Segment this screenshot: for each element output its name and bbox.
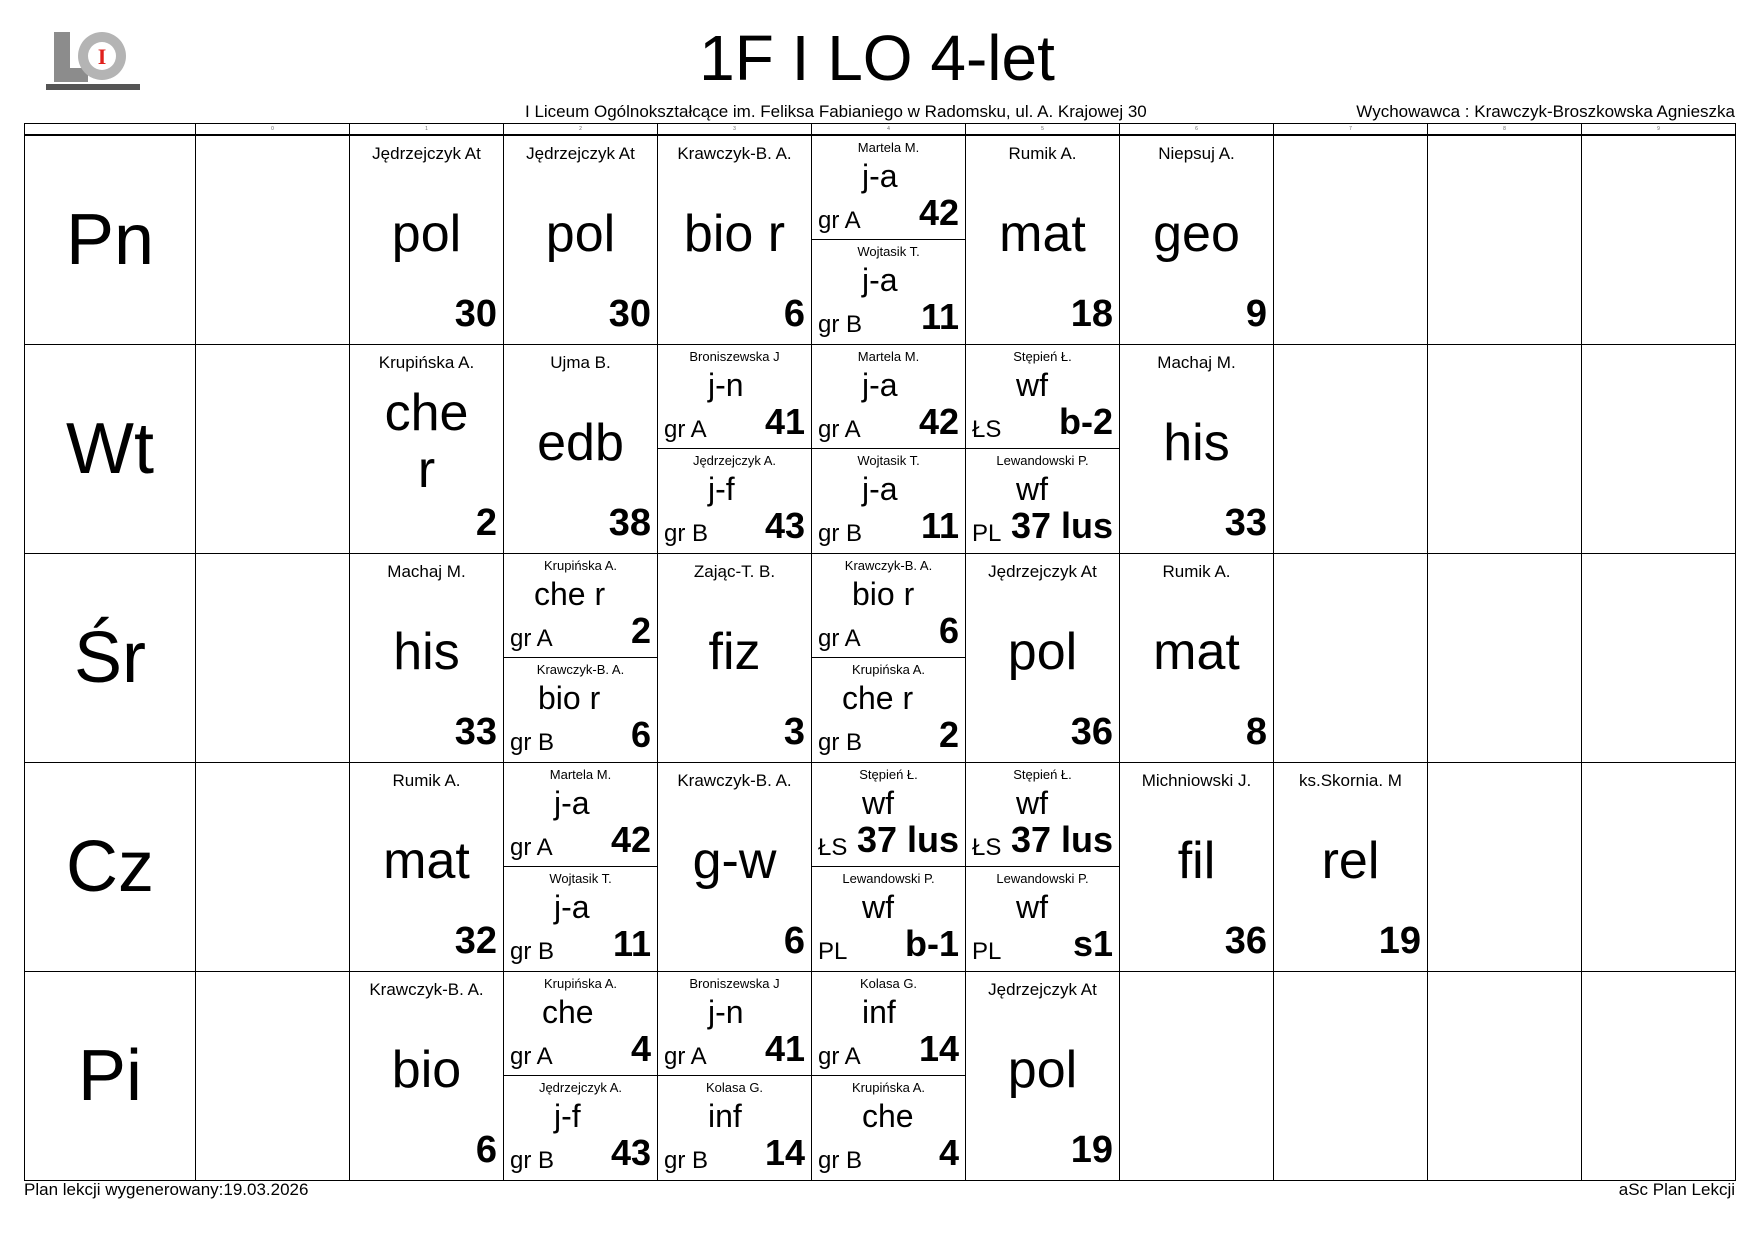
lesson-room: 32 — [454, 920, 497, 962]
lesson-slot-empty — [1582, 554, 1736, 763]
logo-letter: I — [97, 44, 107, 69]
lesson-room: 18 — [1070, 293, 1113, 335]
lesson-room: 9 — [1245, 293, 1267, 335]
group-lesson[interactable] — [504, 867, 657, 970]
group-lesson[interactable] — [504, 554, 657, 658]
group-lesson[interactable] — [812, 867, 965, 970]
lesson-teacher: Martela M. — [857, 349, 920, 364]
lesson-slot-split[interactable] — [812, 972, 966, 1181]
lesson-group: gr B — [818, 1147, 863, 1174]
lesson-room: 41 — [764, 401, 805, 442]
lesson-teacher: Stępień Ł. — [1013, 767, 1072, 782]
group-lesson[interactable] — [504, 972, 657, 1076]
lesson-teacher: ks.Skornia. M — [1299, 771, 1402, 790]
lesson-slot-empty — [1428, 345, 1582, 554]
group-lesson[interactable] — [812, 136, 965, 240]
lesson-teacher: Jędrzejczyk At — [988, 562, 1097, 581]
lesson-group: gr B — [664, 520, 709, 547]
lesson-slot-empty — [1428, 554, 1582, 763]
lesson-slot-split[interactable] — [812, 554, 966, 763]
lesson-teacher: Jędrzejczyk A. — [692, 453, 777, 468]
lesson-teacher: Wojtasik T. — [857, 244, 920, 259]
lesson-slot-empty — [1428, 763, 1582, 972]
software-credit: aSc Plan Lekcji — [1618, 1180, 1735, 1199]
group-lesson[interactable] — [658, 345, 811, 449]
group-lesson[interactable] — [812, 554, 965, 658]
day-label: Wt — [25, 345, 196, 554]
lesson-teacher: Krupińska A. — [544, 558, 617, 573]
lesson-subject: wf — [862, 889, 894, 925]
lesson-room: 4 — [938, 1132, 959, 1173]
lesson-room: 42 — [918, 401, 959, 442]
period-header: 2 — [504, 124, 658, 136]
lesson-subject: geo — [1153, 205, 1240, 263]
lesson-slot-split[interactable] — [812, 345, 966, 554]
lesson-teacher: Kolasa G. — [705, 1080, 764, 1095]
lesson-slot-empty — [1582, 135, 1736, 345]
lesson-room: 6 — [475, 1129, 497, 1171]
lesson-group: gr B — [664, 1147, 709, 1174]
lesson-subject: che r — [842, 680, 914, 716]
lesson-slot[interactable] — [350, 345, 504, 554]
lesson-subject: wf — [862, 785, 894, 821]
lesson-room: 4 — [630, 1028, 651, 1069]
lesson-subject: che — [542, 994, 594, 1030]
lesson-slot[interactable] — [350, 972, 504, 1181]
lesson-slot[interactable] — [1120, 763, 1274, 972]
lesson-teacher: Broniszewska J — [689, 976, 780, 991]
lesson-slot-empty — [1274, 554, 1428, 763]
lesson-room: 37 lus — [856, 819, 959, 860]
lesson-teacher: Ujma B. — [550, 353, 611, 372]
lesson-slot[interactable] — [504, 345, 658, 554]
lesson-teacher: Zając-T. B. — [693, 562, 776, 581]
lesson-subject: bio — [391, 1041, 462, 1099]
lesson-room: 36 — [1070, 711, 1113, 753]
lesson-teacher: Lewandowski P. — [996, 453, 1089, 468]
lesson-group: gr A — [664, 1043, 707, 1070]
lesson-room: 6 — [783, 293, 805, 335]
group-lesson[interactable] — [812, 972, 965, 1076]
lesson-teacher: Rumik A. — [1162, 562, 1231, 581]
lesson-group: gr A — [510, 834, 553, 861]
lesson-room: 8 — [1245, 711, 1267, 753]
lesson-teacher: Jędrzejczyk At — [372, 144, 481, 163]
lesson-slot[interactable] — [966, 972, 1120, 1181]
lesson-room: 19 — [1378, 920, 1421, 962]
period-header-row — [25, 124, 1736, 136]
lesson-slot[interactable] — [350, 135, 504, 345]
period-header: 1 — [350, 124, 504, 136]
group-lesson[interactable] — [966, 867, 1119, 970]
lesson-slot[interactable] — [966, 554, 1120, 763]
group-lesson[interactable] — [504, 763, 657, 867]
lesson-slot-split[interactable] — [812, 135, 966, 345]
day-label: Śr — [25, 554, 196, 763]
lesson-room: 6 — [783, 920, 805, 962]
lesson-teacher: Krawczyk-B. A. — [677, 144, 792, 163]
lesson-slot-empty — [1274, 345, 1428, 554]
group-lesson[interactable] — [812, 658, 965, 761]
lesson-teacher: Kolasa G. — [859, 976, 918, 991]
lesson-group: gr A — [818, 625, 861, 652]
group-lesson[interactable] — [966, 449, 1119, 552]
lesson-teacher: Krupińska A. — [378, 353, 475, 372]
period-header: 8 — [1428, 124, 1582, 136]
period-header: 5 — [966, 124, 1120, 136]
lesson-room: 30 — [454, 293, 497, 335]
lesson-subject: j-a — [862, 262, 898, 298]
lesson-subject: bio r — [852, 576, 915, 612]
lesson-teacher: Krawczyk-B. A. — [844, 558, 933, 573]
lesson-slot-split[interactable] — [504, 972, 658, 1181]
lesson-slot[interactable] — [1120, 135, 1274, 345]
lesson-slot-empty — [1120, 972, 1274, 1181]
lesson-subject: j-n — [708, 994, 744, 1030]
day-row-wt — [25, 345, 1736, 554]
lesson-teacher: Lewandowski P. — [996, 871, 1089, 886]
lesson-slot[interactable] — [658, 554, 812, 763]
lesson-room: 42 — [918, 192, 959, 233]
lesson-room: 43 — [764, 505, 805, 546]
lesson-room: 30 — [608, 293, 651, 335]
lesson-slot[interactable] — [504, 135, 658, 345]
lesson-slot-split[interactable] — [966, 345, 1120, 554]
lesson-room: 2 — [630, 610, 651, 651]
lesson-room: 6 — [938, 610, 959, 651]
lesson-subject-cont: r — [417, 441, 436, 499]
lesson-group: gr B — [510, 729, 555, 756]
lesson-teacher: Krupińska A. — [852, 1080, 925, 1095]
page-title: 1F I LO 4-let — [699, 22, 1055, 94]
lesson-slot-empty — [1274, 135, 1428, 345]
lesson-teacher: Jędrzejczyk At — [988, 980, 1097, 999]
lesson-teacher: Stępień Ł. — [859, 767, 918, 782]
lesson-slot-empty — [1428, 135, 1582, 345]
lesson-room: 41 — [764, 1028, 805, 1069]
lesson-room: 33 — [454, 711, 497, 753]
lesson-slot-empty — [196, 763, 350, 972]
lesson-subject: inf — [708, 1098, 742, 1134]
lesson-subject: mat — [383, 832, 470, 890]
day-label: Pn — [25, 135, 196, 345]
lesson-teacher: Machaj M. — [1157, 353, 1236, 372]
lesson-subject: wf — [1016, 785, 1048, 821]
lesson-teacher: Niepsuj A. — [1158, 144, 1235, 163]
period-header: 4 — [812, 124, 966, 136]
day-row-pi — [25, 972, 1736, 1181]
lesson-room: 2 — [475, 502, 497, 544]
lesson-subject: inf — [862, 994, 896, 1030]
lesson-teacher: Wojtasik T. — [857, 453, 920, 468]
lesson-teacher: Jędrzejczyk A. — [538, 1080, 623, 1095]
lesson-subject: bio r — [538, 680, 601, 716]
lesson-room: b-2 — [1059, 401, 1113, 442]
lesson-slot-empty — [196, 345, 350, 554]
period-header: 6 — [1120, 124, 1274, 136]
lesson-teacher: Krawczyk-B. A. — [536, 662, 625, 677]
lesson-slot[interactable] — [350, 763, 504, 972]
lesson-slot-split[interactable] — [658, 345, 812, 554]
lesson-room: 11 — [920, 296, 959, 337]
lesson-subject: fiz — [708, 623, 761, 681]
lesson-room: 11 — [920, 505, 959, 546]
lesson-group: gr B — [510, 938, 555, 965]
group-lesson[interactable] — [504, 658, 657, 761]
form-teacher: Wychowawca : Krawczyk-Broszkowska Agnieszka — [1356, 102, 1735, 121]
group-lesson[interactable] — [658, 449, 811, 552]
group-lesson[interactable] — [966, 763, 1119, 867]
group-lesson[interactable] — [966, 345, 1119, 449]
lesson-slot-split[interactable] — [812, 763, 966, 972]
lesson-slot-empty — [196, 972, 350, 1181]
lesson-subject: wf — [1016, 889, 1048, 925]
lesson-slot-split[interactable] — [504, 554, 658, 763]
lesson-group: PL — [972, 938, 1002, 965]
generated-date: Plan lekcji wygenerowany:19.03.2026 — [24, 1180, 309, 1199]
lesson-group: gr A — [510, 625, 553, 652]
lesson-teacher: Krawczyk-B. A. — [677, 771, 792, 790]
period-header: 7 — [1274, 124, 1428, 136]
lesson-slot[interactable] — [1120, 345, 1274, 554]
lesson-slot-empty — [1582, 972, 1736, 1181]
lesson-slot-empty — [196, 135, 350, 345]
lesson-subject: bio r — [683, 205, 786, 263]
lesson-teacher: Stępień Ł. — [1013, 349, 1072, 364]
lesson-teacher: Krupińska A. — [544, 976, 617, 991]
lesson-slot[interactable] — [1274, 763, 1428, 972]
lesson-group: gr A — [818, 207, 861, 234]
lesson-subject: fil — [1177, 832, 1216, 890]
group-lesson[interactable] — [812, 345, 965, 449]
period-header: 0 — [196, 124, 350, 136]
lesson-room: 3 — [783, 711, 805, 753]
lesson-slot-empty — [1428, 972, 1582, 1181]
period-header: 3 — [658, 124, 812, 136]
lesson-subject: g-w — [692, 832, 777, 890]
lesson-room: 38 — [608, 502, 651, 544]
lesson-subject: wf — [1016, 367, 1048, 403]
lesson-teacher: Lewandowski P. — [842, 871, 935, 886]
lesson-group: ŁS — [972, 416, 1002, 443]
lesson-room: 33 — [1224, 502, 1267, 544]
lesson-group: gr A — [510, 1043, 553, 1070]
lesson-teacher: Martela M. — [857, 140, 920, 155]
lesson-group: gr B — [818, 729, 863, 756]
group-lesson[interactable] — [812, 240, 965, 343]
lesson-slot-split[interactable] — [966, 763, 1120, 972]
lesson-subject: j-n — [708, 367, 744, 403]
lesson-subject: j-a — [862, 367, 898, 403]
lesson-slot-split[interactable] — [658, 972, 812, 1181]
group-lesson[interactable] — [658, 972, 811, 1076]
lesson-subject: che — [384, 384, 469, 442]
lesson-slot[interactable] — [350, 554, 504, 763]
lesson-room: b-1 — [905, 923, 959, 964]
lesson-subject: mat — [999, 205, 1086, 263]
lesson-room: 19 — [1070, 1129, 1113, 1171]
lesson-group: gr B — [510, 1147, 555, 1174]
lesson-subject: pol — [391, 205, 462, 263]
lesson-slot[interactable] — [1120, 554, 1274, 763]
lesson-room: 6 — [630, 714, 651, 755]
group-lesson[interactable] — [812, 763, 965, 867]
lesson-room: 14 — [764, 1132, 805, 1173]
lesson-room: 37 lus — [1010, 819, 1113, 860]
lesson-slot-empty — [196, 554, 350, 763]
lesson-group: gr B — [818, 520, 863, 547]
lesson-slot-split[interactable] — [504, 763, 658, 972]
lesson-group: PL — [972, 520, 1002, 547]
day-row-pn — [25, 135, 1736, 345]
lesson-subject: j-f — [708, 471, 735, 507]
lesson-subject: j-a — [554, 889, 590, 925]
lesson-group: gr A — [818, 416, 861, 443]
day-row-cz — [25, 763, 1736, 972]
lesson-room: s1 — [1072, 923, 1113, 964]
lesson-teacher: Krawczyk-B. A. — [369, 980, 484, 999]
lesson-room: 42 — [610, 819, 651, 860]
lesson-slot[interactable] — [966, 135, 1120, 345]
lesson-subject: his — [393, 623, 460, 681]
lesson-group: PL — [818, 938, 848, 965]
lesson-subject: pol — [1007, 623, 1078, 681]
lesson-subject: j-f — [554, 1098, 581, 1134]
lesson-subject: mat — [1153, 623, 1240, 681]
lesson-subject: pol — [545, 205, 616, 263]
lesson-teacher: Krupińska A. — [852, 662, 925, 677]
lesson-group: gr A — [664, 416, 707, 443]
period-header: 9 — [1582, 124, 1736, 136]
corner-cell — [25, 124, 196, 136]
lesson-subject: j-a — [862, 158, 898, 194]
lesson-subject: che — [862, 1098, 914, 1134]
day-row-sr — [25, 554, 1736, 763]
lesson-room: 43 — [610, 1132, 651, 1173]
lesson-room: 14 — [918, 1028, 959, 1069]
lesson-teacher: Michniowski J. — [1141, 771, 1252, 790]
group-lesson[interactable] — [812, 1076, 965, 1179]
lesson-subject: pol — [1007, 1041, 1078, 1099]
lesson-teacher: Broniszewska J — [689, 349, 780, 364]
lesson-group: gr B — [818, 311, 863, 338]
lesson-subject: wf — [1016, 471, 1048, 507]
lesson-slot[interactable] — [658, 135, 812, 345]
lesson-room: 11 — [612, 923, 651, 964]
lesson-group: gr A — [818, 1043, 861, 1070]
day-label: Pi — [25, 972, 196, 1181]
lesson-subject: rel — [1321, 832, 1380, 890]
lesson-teacher: Rumik A. — [1008, 144, 1077, 163]
lesson-teacher: Martela M. — [549, 767, 612, 782]
lesson-room: 2 — [938, 714, 959, 755]
lesson-subject: j-a — [862, 471, 898, 507]
day-label: Cz — [25, 763, 196, 972]
lesson-subject: j-a — [554, 785, 590, 821]
lesson-subject: che r — [534, 576, 606, 612]
lesson-teacher: Rumik A. — [392, 771, 461, 790]
group-lesson[interactable] — [658, 1076, 811, 1179]
group-lesson[interactable] — [504, 1076, 657, 1179]
lesson-group: ŁS — [818, 834, 848, 861]
lesson-slot-empty — [1582, 345, 1736, 554]
lesson-subject: his — [1163, 414, 1230, 472]
lesson-group: ŁS — [972, 834, 1002, 861]
lesson-teacher: Wojtasik T. — [549, 871, 612, 886]
lesson-teacher: Jędrzejczyk At — [526, 144, 635, 163]
timetable-grid — [24, 123, 1736, 1181]
lesson-slot[interactable] — [658, 763, 812, 972]
lesson-slot-empty — [1274, 972, 1428, 1181]
lesson-teacher: Machaj M. — [387, 562, 466, 581]
lesson-room: 36 — [1224, 920, 1267, 962]
lesson-room: 37 lus — [1010, 505, 1113, 546]
school-name: I Liceum Ogólnokształcące im. Feliksa Fabianiego w Radomsku, ul. A. Krajowej 30 — [525, 102, 1147, 121]
lesson-slot-empty — [1582, 763, 1736, 972]
group-lesson[interactable] — [812, 449, 965, 552]
lesson-subject: edb — [537, 414, 624, 472]
